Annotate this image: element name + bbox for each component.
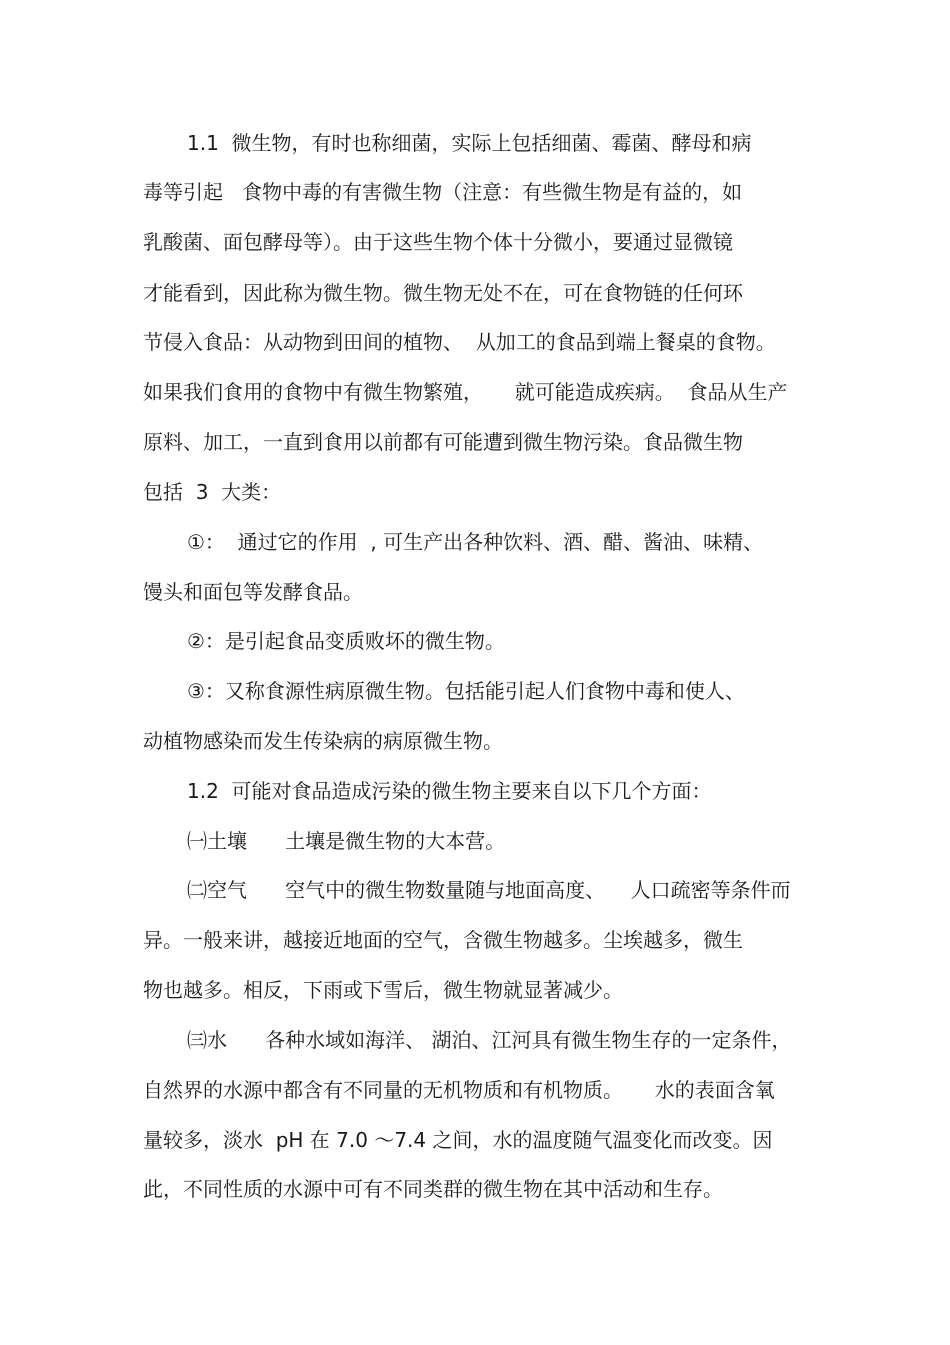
text-line: 包括 3 大类： — [143, 480, 282, 504]
text-line: 1.2 可能对食品造成污染的微生物主要来自以下几个方面： — [187, 779, 712, 803]
text-line: 才能看到，因此称为微生物。微生物无处不在，可在食物链的任何环 — [143, 281, 743, 305]
text-line: 原料、加工，一直到食用以前都有可能遭到微生物污染。食品微生物 — [143, 430, 743, 454]
text-line: 量较多，淡水 pH 在 7.0 ～7.4 之间，水的温度随气温变化而改变。因 — [143, 1128, 773, 1152]
text-line: ①： 通过它的作用 , 可生产出各种饮料、酒、醋、酱油、味精、 — [187, 530, 764, 554]
text-line: ㈢水 各种水域如海洋、 湖泊、江河具有微生物生存的一定条件， — [187, 1028, 792, 1052]
text-line: 毒等引起 食物中毒的有害微生物（注意：有些微生物是有益的，如 — [143, 180, 743, 204]
text-line: 乳酸菌、面包酵母等）。由于这些生物个体十分微小，要通过显微镜 — [143, 230, 733, 254]
text-line: ②：是引起食品变质败坏的微生物。 — [187, 629, 505, 653]
text-line: 自然界的水源中都含有不同量的无机物质和有机物质。 水的表面含氧 — [143, 1078, 775, 1102]
text-line: 动植物感染而发生传染病的病原微生物。 — [143, 729, 503, 753]
text-line: ㈡空气 空气中的微生物数量随与地面高度、 人口疏密等条件而 — [187, 878, 791, 902]
text-line: 馒头和面包等发酵食品。 — [143, 580, 363, 604]
text-line: ③：又称食源性病原微生物。包括能引起人们食物中毒和使人、 — [187, 679, 745, 703]
text-line: 1.1 微生物，有时也称细菌，实际上包括细菌、霉菌、酵母和病 — [187, 131, 752, 155]
text-line: 节侵入食品：从动物到田间的植物、 从加工的食品到端上餐桌的食物。 — [143, 330, 776, 354]
text-line: 物也越多。相反，下雨或下雪后，微生物就显著减少。 — [143, 978, 623, 1002]
text-line: 此，不同性质的水源中可有不同类群的微生物在其中活动和生存。 — [143, 1177, 723, 1201]
text-line: 如果我们食用的食物中有微生物繁殖， 就可能造成疾病。 食品从生产 — [143, 380, 788, 404]
text-line: 异。一般来讲，越接近地面的空气，含微生物越多。尘埃越多，微生 — [143, 928, 743, 952]
text-line: ㈠土壤 土壤是微生物的大本营。 — [187, 829, 506, 853]
